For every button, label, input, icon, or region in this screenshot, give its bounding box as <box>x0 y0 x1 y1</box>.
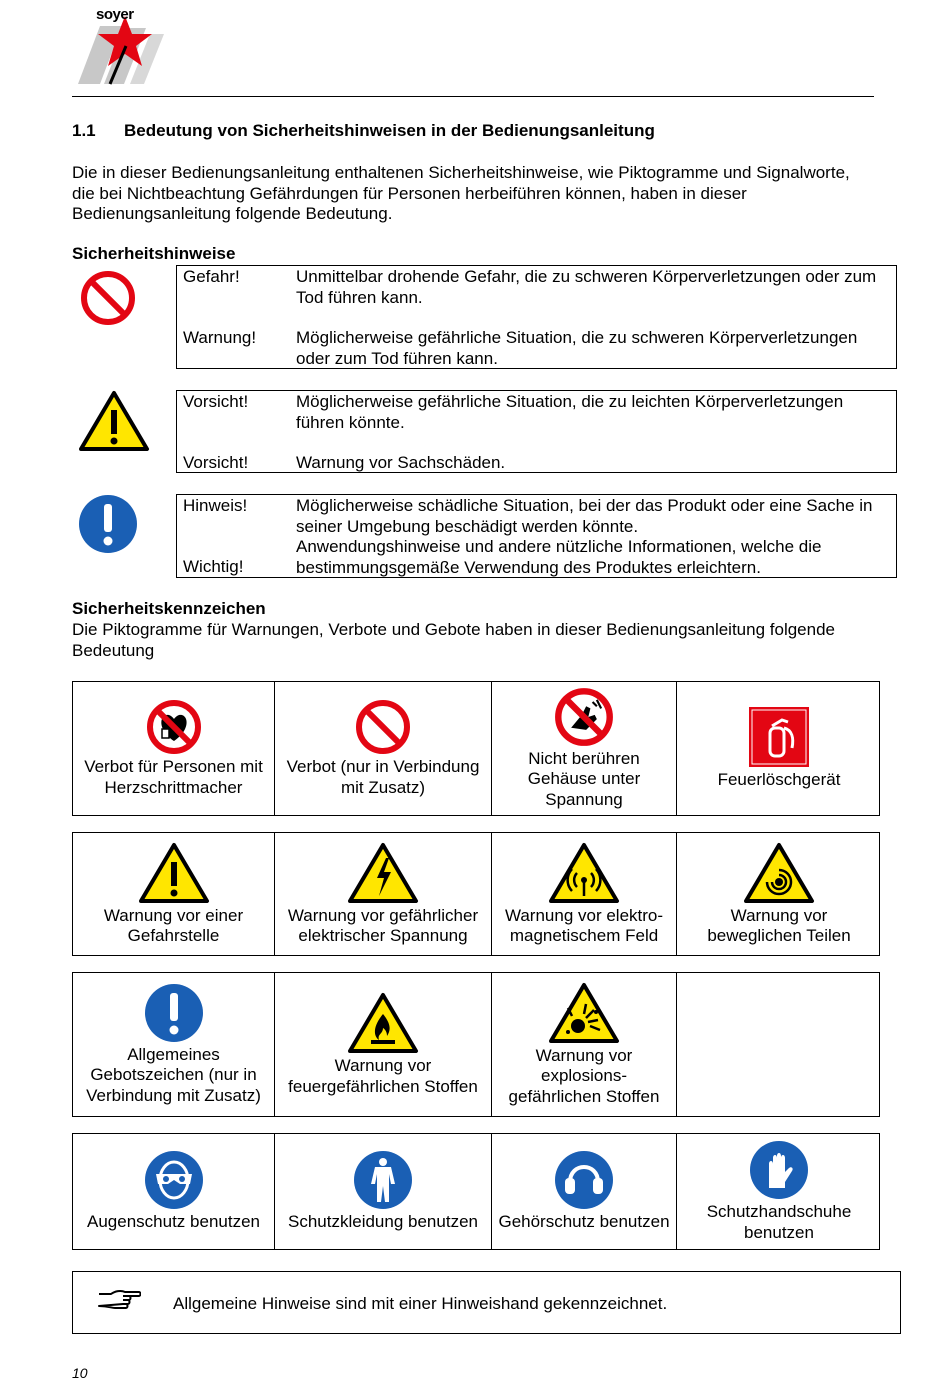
pictogram-label: Schutzkleidung benutzen <box>288 1212 478 1232</box>
pictogram-label: Allgemeines Gebotszeichen (nur in Verbindung mit Zusatz) <box>86 1044 261 1105</box>
note-text: Allgemeine Hinweise sind mit einer Hinweishand gekennzeichnet. <box>173 1294 668 1313</box>
pictogram-cell <box>275 973 492 1116</box>
pictogram-label: Warnung vor einer Gefahrstelle <box>103 905 244 945</box>
mandatory-icon <box>78 494 138 559</box>
flammable-icon <box>347 992 419 1054</box>
signal-text: Möglicherweise gefährliche Situation, die zu leichten Körperverletzungen führen könnte. <box>296 392 844 432</box>
pictogram-row <box>72 1133 880 1250</box>
pictogram-label: Verbot (nur in Verbindung mit Zusatz) <box>286 757 480 797</box>
pictogram-row <box>72 681 880 816</box>
signal-text: Möglicherweise schädliche Situation, bei der das Produkt oder eine Sache in seiner Umgebung beschädigt werden könnte. <box>296 496 873 536</box>
soyer-logo <box>70 6 170 86</box>
page-number: 10 <box>72 1365 88 1381</box>
sicherheitskennzeichen-intro: Die Piktogramme für Warnungen, Verbote und Gebote haben in dieser Bedienungsanleitung folgende Bedeutung <box>72 620 835 660</box>
pointing-hand-icon <box>97 1288 141 1310</box>
pictogram-label: Warnung vor beweglichen Teilen <box>707 905 851 945</box>
pictogram-row <box>72 972 880 1117</box>
electric-voltage-icon <box>347 842 419 904</box>
signal-word: Vorsicht! <box>183 392 249 411</box>
section-intro: Die in dieser Bedienungsanleitung enthaltenen Sicherheitshinweise, wie Piktogramme und Signalworte, die bei Nichtbeachtung Gefährdungen für Personen herbeiführen können, haben in dieser Bedienungsanleitung folgende Bedeutung. <box>72 163 850 223</box>
header-rule <box>72 96 874 97</box>
general-warning-icon <box>138 842 210 904</box>
signal-text: Möglicherweise gefährliche Situation, die zu schweren Körperverletzungen oder zum Tod führen kann. <box>296 328 858 368</box>
signal-box-gefahr <box>176 265 897 369</box>
pictogram-label: Augenschutz benutzen <box>87 1212 260 1232</box>
sicherheitskennzeichen-heading: Sicherheitskennzeichen <box>72 599 266 618</box>
section-title: Bedeutung von Sicherheitshinweisen in der Bedienungsanleitung <box>124 121 655 140</box>
no-pacemaker-icon <box>146 699 202 755</box>
pictogram-cell <box>492 973 677 1116</box>
signal-text: Unmittelbar drohende Gefahr, die zu schweren Körperverletzungen oder zum Tod führen kann. <box>296 267 877 307</box>
signal-text: Anwendungshinweise und andere nützliche Informationen, welche die bestimmungsgemäße Verwendung des Produktes erleichtern. <box>296 537 822 577</box>
signal-box-hinweis <box>176 494 897 578</box>
signal-text: Warnung vor Sachschäden. <box>296 453 506 472</box>
pictogram-cell <box>73 973 275 1116</box>
pictogram-cell-empty <box>677 973 881 1116</box>
pictogram-label: Nicht berühren Gehäuse unter Spannung <box>527 748 641 809</box>
pictogram-label: Warnung vor gefährlicher elektrischer Spannung <box>287 905 479 945</box>
protective-clothing-icon <box>353 1150 413 1210</box>
pictogram-cell <box>492 833 677 955</box>
signal-word: Gefahr! <box>183 267 240 286</box>
gloves-icon <box>749 1140 809 1200</box>
pictogram-label: Verbot für Personen mit Herzschrittmacher <box>84 757 263 797</box>
explosive-icon <box>548 982 620 1044</box>
pictogram-cell <box>275 1134 492 1249</box>
section-number: 1.1 <box>72 121 96 140</box>
pictogram-label: Warnung vor feuergefährlichen Stoffen <box>288 1056 478 1096</box>
section-heading <box>72 121 655 141</box>
prohibition-icon <box>80 270 136 331</box>
pictogram-cell <box>492 682 677 815</box>
pictogram-row <box>72 832 880 956</box>
pictogram-cell <box>492 1134 677 1249</box>
pictogram-cell <box>677 682 881 815</box>
logo-text: soyer <box>96 6 134 23</box>
sicherheitshinweise-heading: Sicherheitshinweise <box>72 244 236 263</box>
ear-protection-icon <box>554 1150 614 1210</box>
pictogram-label: Warnung vor elektro-magnetischem Feld <box>504 905 664 945</box>
pictogram-cell <box>275 833 492 955</box>
warning-triangle-icon <box>78 390 150 457</box>
general-mandatory-icon <box>144 983 204 1043</box>
signal-word: Warnung! <box>183 328 257 347</box>
pictogram-label: Warnung vor explosions-gefährlichen Stoffen <box>508 1045 660 1106</box>
signal-word: Vorsicht! <box>183 453 249 472</box>
moving-parts-icon <box>743 842 815 904</box>
pictogram-label: Gehörschutz benutzen <box>498 1212 670 1232</box>
pictogram-cell <box>275 682 492 815</box>
pictogram-label: Schutzhandschuhe benutzen <box>706 1202 852 1242</box>
pictogram-cell <box>73 833 275 955</box>
eye-protection-icon <box>144 1150 204 1210</box>
prohibition-icon <box>355 699 411 755</box>
pictogram-label: Feuerlöschgerät <box>717 770 841 790</box>
pictogram-cell <box>73 682 275 815</box>
signal-word: Wichtig! <box>183 557 244 576</box>
pictogram-cell <box>73 1134 275 1249</box>
general-note-box <box>72 1271 901 1334</box>
do-not-touch-icon <box>554 687 614 747</box>
pictogram-cell <box>677 833 881 955</box>
fire-extinguisher-icon <box>748 706 810 768</box>
pictogram-cell <box>677 1134 881 1249</box>
signal-box-vorsicht <box>176 390 897 473</box>
electromagnetic-field-icon <box>548 842 620 904</box>
signal-word: Hinweis! <box>183 496 248 515</box>
